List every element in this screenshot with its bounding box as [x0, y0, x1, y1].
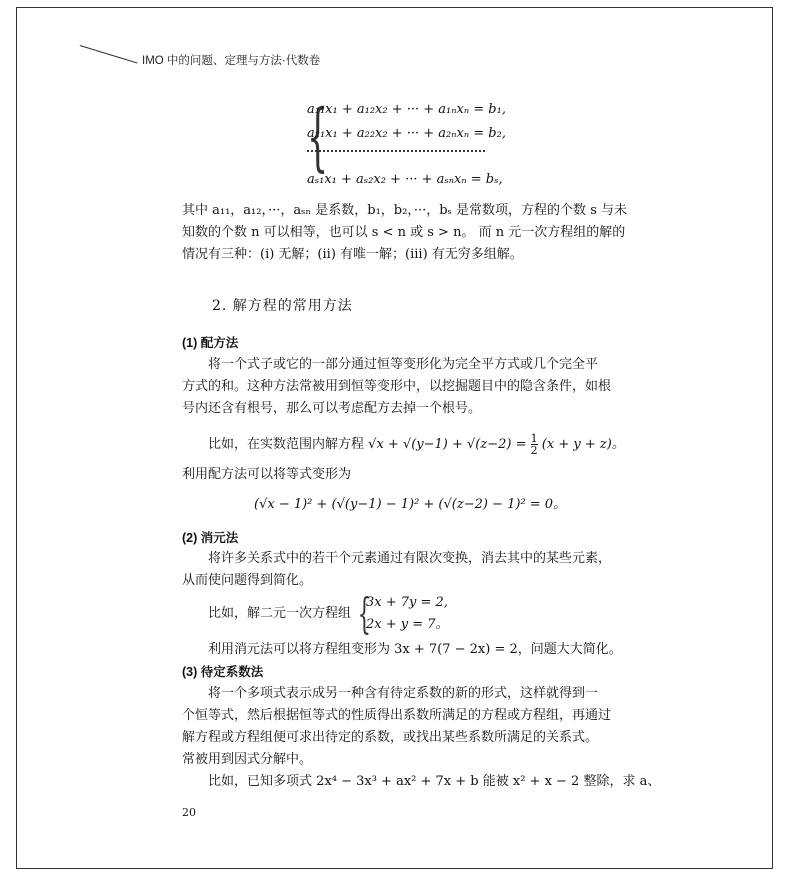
method3-line-2: 个恒等式，然后根据恒等式的性质得出系数所满足的方程或方程组，再通过	[182, 708, 612, 723]
system-row-3: aₛ₁x₁ + aₛ₂x₂ + ··· + aₛₙxₙ = bₛ,	[307, 172, 503, 187]
method2-title: (2) 消元法	[182, 531, 239, 545]
method3-title: (3) 待定系数法	[182, 665, 264, 679]
method1-example-rhs: (x + y + z)。	[541, 437, 625, 452]
method1-line-1: 将一个式子或它的一部分通过恒等变形化为完全平方式或几个完全平	[208, 357, 599, 372]
method1-line-2: 方式的和。这种方法常被用到恒等变形中，以挖掘题目中的隐含条件，如根	[182, 379, 612, 394]
one-half-fraction	[531, 433, 538, 456]
intro-line-2: 知数的个数 n 可以相等，也可以 s < n 或 s > n。 而 n 元一次方程组的解的	[182, 225, 626, 240]
method2-line-1: 将许多关系式中的若干个元素通过有限次变换，消去其中的某些元素，	[208, 551, 612, 566]
method2-eq-1: 3x + 7y = 2,	[366, 595, 448, 610]
method1-paragraph	[182, 354, 622, 420]
fraction-denominator: 2	[530, 444, 538, 457]
system-row-2: a₂₁x₁ + a₂₂x₂ + ··· + a₂ₙxₙ = b₂,	[307, 126, 506, 141]
section-heading: 2. 解方程的常用方法	[212, 298, 353, 314]
method2-result-line: 利用消元法可以将方程组变形为 3x + 7(7 − 2x) = 2，问题大大简化。	[208, 642, 622, 657]
system-brace: {	[306, 94, 329, 180]
system-ellipsis-row	[307, 150, 485, 152]
method1-example-prefix: 比如，在实数范围内解方程	[208, 437, 365, 452]
method1-result-equation: (√x − 1)² + (√(y−1) − 1)² + (√(z−2) − 1)² = 0。	[254, 497, 567, 512]
method2-eq-2: 2x + y = 7。	[366, 617, 449, 632]
intro-line-1: 其中 a₁₁，a₁₂，···，aₛₙ 是系数，b₁，b₂，···，bₛ 是常数项，方程的个数 s 与未	[182, 203, 627, 218]
method1-example-lhs: √x + √(y−1) + √(z−2) =	[368, 437, 527, 452]
intro-paragraph	[182, 200, 627, 266]
system-row-1: a₁₁x₁ + a₁₂x₂ + ··· + a₁ₙxₙ = b₁,	[307, 102, 506, 117]
method1-line-3: 号内还含有根号，那么可以考虑配方去掉一个根号。	[182, 401, 482, 416]
method2-example-prefix: 比如，解二元一次方程组	[208, 606, 352, 621]
method2-system-brace: {	[357, 589, 372, 638]
method3-paragraph	[182, 683, 661, 793]
method3-line-4: 常被用到因式分解中。	[182, 752, 313, 767]
method3-line-1: 将一个多项式表示成另一种含有待定系数的新的形式，这样就得到一	[208, 686, 599, 701]
method1-transform-line: 利用配方法可以将等式变形为	[182, 467, 352, 482]
method2-paragraph	[182, 548, 622, 592]
page-number: 20	[182, 806, 196, 819]
method1-title: (1) 配方法	[182, 336, 239, 350]
method1-example	[208, 433, 625, 456]
method3-example: 比如，已知多项式 2x⁴ − 3x³ + ax² + 7x + b 能被 x² + x − 2 整除，求 a、	[208, 774, 661, 789]
method2-line-2: 从而使问题得到简化。	[182, 573, 313, 588]
method3-line-3: 解方程或方程组便可求出待定的系数，或找出某些系数所满足的关系式。	[182, 730, 599, 745]
fraction-numerator: 1	[530, 432, 538, 445]
intro-line-3: 情况有三种：(i) 无解；(ii) 有唯一解；(iii) 有无穷多组解。	[182, 247, 523, 262]
running-header: IMO 中的问题、定理与方法·代数卷	[142, 55, 321, 67]
